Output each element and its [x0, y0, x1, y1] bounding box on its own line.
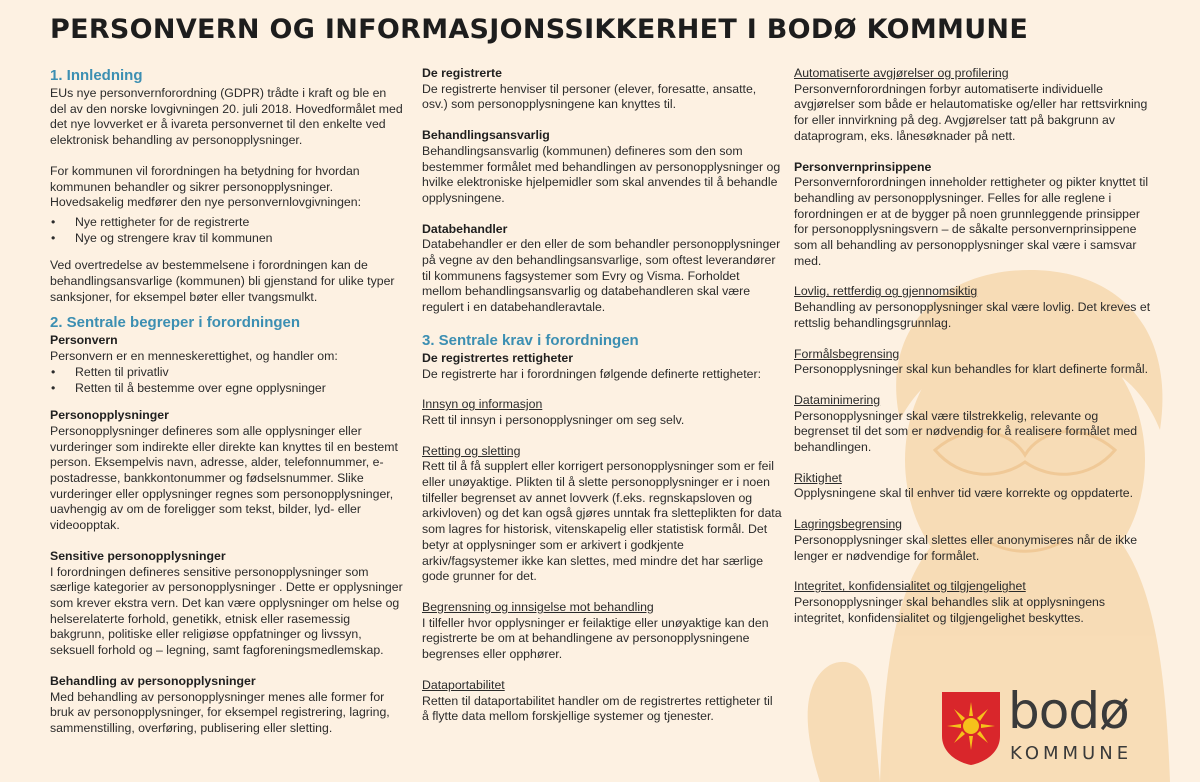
- paragraph: Personvernforordningen inneholder rettigheter og pikter knyttet til behandling av personopplysninger. Felles for alle reglene i forordningen er at de bygger på noen grunnleggende prinsipper for personopplysningsvern – de såkalte personvernprinsippene som all behandling av personopplysninger skal være i samsvar med.: [794, 175, 1149, 268]
- paragraph: Ved overtredelse av bestemmelsene i forordningen kan de behandlingsansvarlige (kommunen) bli gjenstand for ulike typer sanksjoner, for eksempel bøter eller tvangsmulkt.: [50, 258, 395, 304]
- subheading-innsyn: Innsyn og informasjon: [422, 397, 543, 412]
- list-item: • Retten til å bestemme over egne opplysninger: [50, 381, 405, 397]
- paragraph: Personopplysninger skal behandles slik at opplysningens integritet, konfidensialitet og tilgjengelighet beskyttes.: [794, 594, 1106, 625]
- bodo-kommune-logo: [940, 682, 1160, 768]
- paragraph: Rett til å få supplert eller korrigert personopplysninger som er feil eller unøyaktige. Plikten til å slette personopplysninger er i noen tilfeller begrenset av annet lovverk (f.eks. regnskapsloven og arkivloven) og det kan også gjøres unntak fra sletteplikten for data som lagres for historisk, vitenskapelig eller statistisk formål. Det betyr at opplysninger som er arkivert i godkjente arkiv/fagsystemer ikke kan slettes, med mindre det har særlige gode grunner for det.: [422, 459, 782, 584]
- logo-subtitle: KOMMUNE: [1010, 743, 1133, 764]
- section-heading-krav: 3. Sentrale krav i forordningen: [422, 331, 639, 349]
- page-title: PERSONVERN OG INFORMASJONSSIKKERHET I BODØ KOMMUNE: [50, 14, 1029, 45]
- subheading-personopplysninger: Personopplysninger: [50, 408, 169, 423]
- subheading-sensitive: Sensitive personopplysninger: [50, 548, 226, 563]
- subheading-lagringsbegrensing: Lagringsbegrensing: [794, 517, 903, 532]
- subheading-lovlig: Lovlig, rettferdig og gjennomsiktig: [794, 284, 978, 299]
- column-2: [422, 66, 782, 725]
- paragraph: Retten til dataportabilitet handler om de registrertes rettigheter til å flytte data mellom forskjellige systemer og tjenester.: [422, 693, 773, 724]
- paragraph: Personvernforordningen forbyr automatiserte individuelle avgjørelser som både er helautomatiske og/eller har rettsvirkning for eller innvirkning på deg. Avgjørelser tatt på bakgrunn av dataprogram, eks. lånesøknader på nett.: [794, 81, 1148, 143]
- paragraph: I tilfeller hvor opplysninger er feilaktige eller unøyaktige kan den registrerte be om at behandlingene av personopplysningene begrenses eller opphører.: [422, 615, 769, 662]
- bullet-list: [50, 365, 405, 396]
- subheading-prinsippene: Personvernprinsippene: [794, 159, 932, 174]
- paragraph: De registrerte henviser til personer (elever, foresatte, ansatte, osv.) som personopplysningene kan knyttes til.: [422, 81, 757, 112]
- paragraph: Behandlingsansvarlig (kommunen) defineres som den som bestemmer formålet med behandlingen av personopplysninger og hvilke elektroniske hjelpemidler som skal anvendes til å behandle opplysningene.: [422, 143, 781, 205]
- subheading-riktighet: Riktighet: [794, 470, 842, 485]
- paragraph: Med behandling av personopplysninger menes alle former for bruk av personopplysninger, for eksempel registrering, lagring, sammenstilling, overføring, publisering eller sletting.: [50, 689, 390, 735]
- paragraph: Behandling av personopplysninger skal være lovlig. Det kreves et rettslig behandlingsgrunnlag.: [794, 300, 1151, 330]
- section-heading-innledning: 1. Innledning: [50, 67, 143, 84]
- column-3: [794, 66, 1154, 626]
- subheading-registrerte: De registrerte: [422, 66, 502, 80]
- paragraph: Personopplysninger defineres som alle opplysninger eller vurderinger som indirekte eller direkte kan knyttes til en bestemt person. Eksempelvis navn, adresse, alder, telefonnummer, e-postadresse, bankkontonummer og fødselsnummer. Slike vurderinger eller opplysninger regnes som personopplysninger, uavhengig av om de foreligger som tekst, bilder, lyd- eller videoopptak.: [50, 423, 398, 533]
- list-item: • Nye og strengere krav til kommunen: [50, 231, 405, 247]
- subheading-automatiserte: Automatiserte avgjørelser og profilering: [794, 66, 1009, 80]
- subheading-dataportabilitet: Dataportabilitet: [422, 677, 505, 692]
- paragraph: Databehandler er den eller de som behandler personopplysninger på vegne av den behandlingsansvarlige, som oftest leverandører til kommunens fagsystemer som Evry og Visma. Forholdet mellom behandlingsansvarlig og databehandleren skal være regulert i en databehandleravtale.: [422, 237, 781, 315]
- paragraph: I forordningen defineres sensitive personopplysninger som særlige kategorier av personopplysninger . Dette er opplysninger som krever ekstra vern. Det kan være opplysninger om helse og helserelaterte forhold, genetikk, etnisk eller rasemessig bakgrunn, politiske eller religiøse oppfatninger og livssyn, seksuell forhold og – legning, samt fagforeningsmedlemskap.: [50, 564, 403, 658]
- subheading-retting: Retting og sletting: [422, 443, 521, 458]
- paragraph: Personopplysninger skal slettes eller anonymiseres når de ikke lenger er nødvendige for formålet.: [794, 532, 1138, 563]
- paragraph: Personopplysninger skal kun behandles for klart definerte formål.: [794, 362, 1149, 377]
- subheading-databehandler: Databehandler: [422, 221, 508, 236]
- subheading-formalsbegrensing: Formålsbegrensing: [794, 346, 900, 361]
- section-heading-begreper: 2. Sentrale begreper i forordningen: [50, 314, 301, 332]
- paragraph: EUs nye personvernforordning (GDPR) trådte i kraft og ble en del av den norske lovgivningen 20. juli 2018. Hovedformålet med det nye lovverket er å ivareta personvernet til den enkelte ved elektronisk behandling av personopplysninger.: [50, 86, 403, 148]
- paragraph: Rett til innsyn i personopplysninger om seg selv.: [422, 412, 685, 427]
- paragraph: For kommunen vil forordningen ha betydning for hvordan kommunen behandler og sikrer personopplysninger. Hovedsakelig medfører den nye personvernlovgivningen:: [50, 163, 362, 210]
- column-1: [50, 66, 405, 737]
- coat-of-arms-icon: [940, 690, 1002, 766]
- list-item: • Nye rettigheter for de registrerte: [50, 215, 405, 231]
- subheading-rettigheter: De registrertes rettigheter: [422, 350, 574, 365]
- subheading-behandlingsansvarlig: Behandlingsansvarlig: [422, 128, 550, 143]
- subheading-dataminimering: Dataminimering: [794, 392, 881, 407]
- paragraph: Personvern er en menneskerettighet, og handler om:: [50, 349, 338, 364]
- bullet-list: [50, 215, 405, 246]
- paragraph: Personopplysninger skal være tilstrekkelig, relevante og begrenset til det som er nødvendig for å realisere formålet med behandlingen.: [794, 408, 1138, 455]
- paragraph: De registrerte har i forordningen følgende definerte rettigheter:: [422, 366, 762, 381]
- logo-wordmark: bodø: [1008, 682, 1129, 740]
- subheading-personvern: Personvern: [50, 333, 118, 348]
- subheading-integritet: Integritet, konfidensialitet og tilgjengelighet: [794, 579, 1026, 594]
- subheading-begrensning: Begrensning og innsigelse mot behandling: [422, 599, 654, 614]
- paragraph: Opplysningene skal til enhver tid være korrekte og oppdaterte.: [794, 486, 1134, 501]
- list-item: • Retten til privatliv: [50, 365, 405, 381]
- subheading-behandling: Behandling av personopplysninger: [50, 673, 256, 688]
